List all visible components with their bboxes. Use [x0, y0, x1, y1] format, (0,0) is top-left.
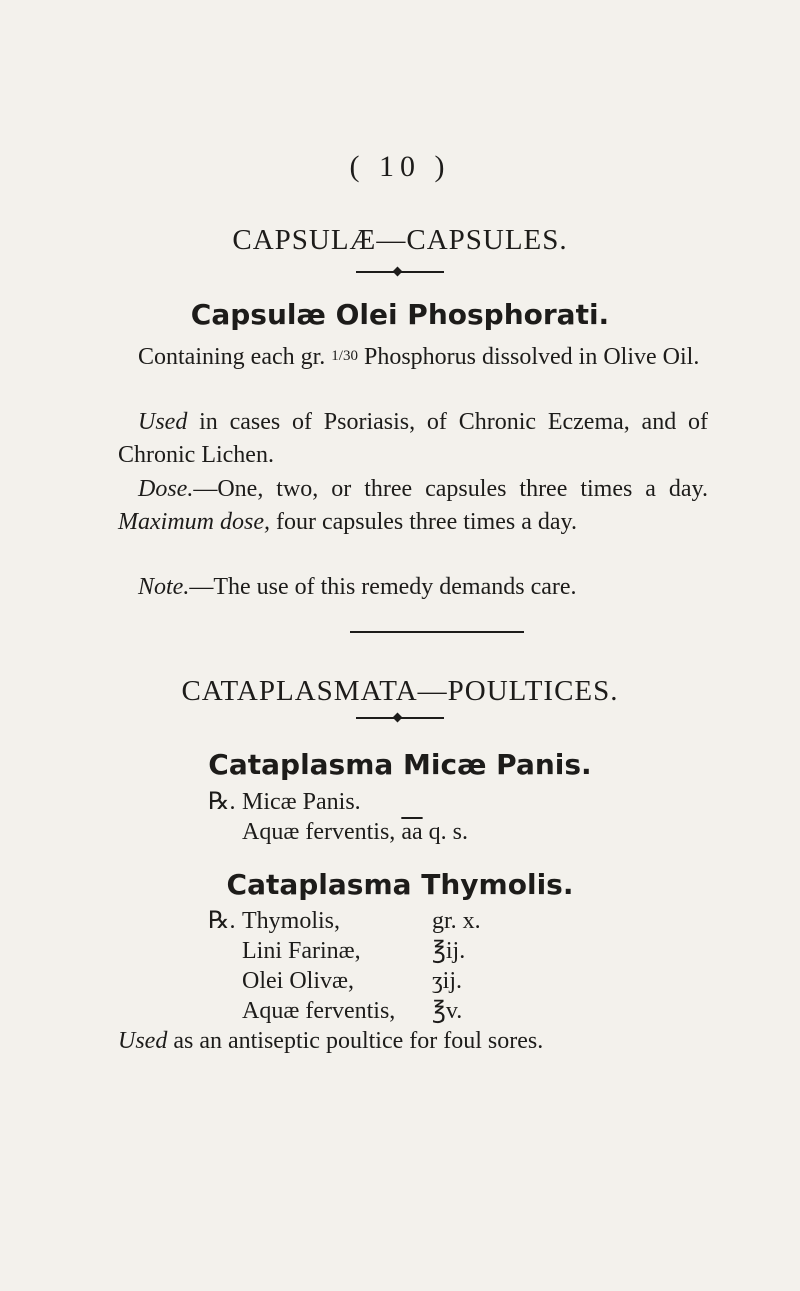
- dose-text: —One, two, or three capsules three times a day.: [193, 476, 708, 502]
- ana-symbol: $\overline{aa}$: [401, 819, 423, 845]
- ingredient-name: Olei Olivæ,: [242, 968, 354, 994]
- recipe-row: [208, 996, 481, 1026]
- used-text: as an antiseptic poultice for foul sores.: [173, 1028, 544, 1054]
- ingredient-quantity: ℥ij.: [432, 938, 466, 964]
- recipe-micae-panis: [208, 787, 468, 847]
- ingredient: Micæ Panis.: [242, 789, 361, 815]
- ornament-divider: [356, 271, 444, 273]
- recipe-row: [208, 966, 481, 996]
- paragraph-used: [118, 406, 708, 472]
- ingredient-name: Thymolis,: [242, 908, 341, 934]
- ingredient-quantity: gr. x.: [432, 908, 481, 934]
- ingredient-quantity: ℥v.: [432, 998, 463, 1024]
- containing-rest: Phosphorus dissolved in Olive Oil.: [363, 344, 700, 370]
- containing-text: Containing each gr.: [138, 344, 326, 370]
- recipe-thymolis: [208, 906, 481, 1026]
- fraction: 1/30: [331, 348, 358, 364]
- section-title-capsules: CAPSULÆ—CAPSULES.: [232, 224, 568, 256]
- recipe-row: [208, 906, 481, 936]
- paragraph-note: [118, 571, 708, 604]
- recipe-row: [208, 936, 481, 966]
- heading-cataplasma-micae-panis: Cataplasma Micæ Panis.: [208, 748, 592, 781]
- ingredient-name: Lini Farinæ,: [242, 938, 361, 964]
- heading-cataplasma-thymolis: Cataplasma Thymolis.: [226, 868, 574, 901]
- recipe-row: [208, 817, 468, 847]
- used-label: Used: [138, 409, 188, 435]
- note-text: —The use of this remedy demands care.: [189, 574, 577, 600]
- ingredient: Aquæ ferventis, $\overline{aa}$ q. s.: [242, 819, 468, 845]
- paragraph-dose: [118, 473, 708, 539]
- rx-icon: ℞.: [208, 789, 236, 815]
- used-text: in cases of Psoriasis, of Chronic Eczema, and of Chronic Lichen.: [118, 409, 708, 468]
- paragraph-containing: [118, 340, 708, 374]
- ingredient-name: Aquæ ferventis,: [242, 998, 396, 1024]
- page-number: ( 10 ): [349, 150, 451, 183]
- recipe-row: [208, 787, 468, 817]
- rx-icon: ℞.: [208, 908, 236, 934]
- diamond-ornament-icon: [393, 713, 403, 723]
- note-label: Note.: [138, 574, 190, 600]
- paragraph-thymolis-used: [118, 1025, 708, 1058]
- ingredient-quantity: ʒij.: [432, 968, 462, 994]
- section-title-poultices: CATAPLASMATA—POULTICES.: [181, 675, 619, 707]
- max-dose-text: four capsules three times a day.: [275, 509, 577, 535]
- used-label: Used: [118, 1028, 168, 1054]
- section-rule: [350, 631, 524, 633]
- diamond-ornament-icon: [393, 267, 403, 277]
- max-dose-label: Maximum dose,: [118, 509, 270, 535]
- ornament-divider: [356, 717, 444, 719]
- heading-capsulae-olei-phosphorati: Capsulæ Olei Phosphorati.: [190, 298, 610, 331]
- dose-label: Dose.: [138, 476, 194, 502]
